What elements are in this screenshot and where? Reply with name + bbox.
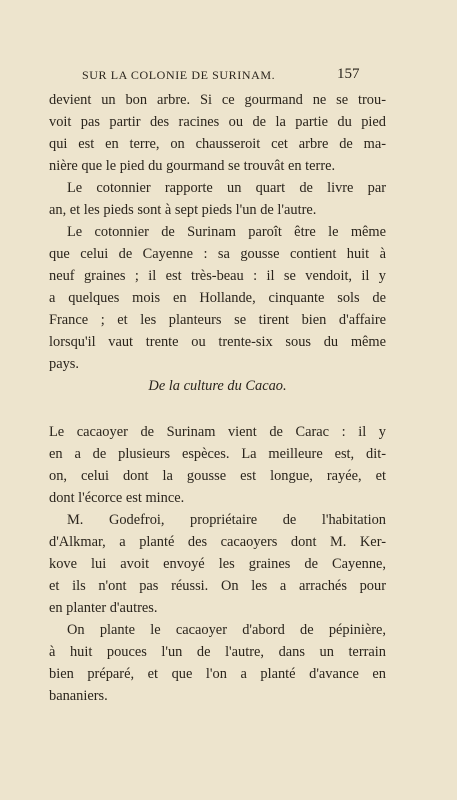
text-line: dont l'écorce est mince.: [49, 490, 185, 506]
text-line: on, celui dont la gousse est longue, rayée, et: [49, 468, 386, 484]
text-line: kove lui avoit envoyé les graines de Cayenne,: [49, 556, 386, 572]
paragraph-2: [49, 177, 386, 221]
paragraph-5: [49, 509, 386, 619]
text-line: Le cotonnier rapporte un quart de livre par: [67, 180, 386, 196]
text-line: d'Alkmar, a planté des cacaoyers dont M. Ker-: [49, 534, 386, 550]
main-text: [49, 89, 386, 707]
text-line: devient un bon arbre. Si ce gourmand ne se trou-: [49, 92, 386, 108]
text-line: bananiers.: [49, 688, 108, 704]
text-line: que celui de Cayenne : sa gousse contient huit à: [49, 246, 386, 262]
section-heading: De la culture du Cacao.: [148, 378, 287, 394]
text-line: qui est en terre, on chausseroit cet arbre de ma-: [49, 136, 386, 152]
text-line: lorsqu'il vaut trente ou trente-six sous du même: [49, 334, 386, 350]
text-line: a quelques mois en Hollande, cinquante sols de: [49, 290, 386, 306]
text-line: On plante le cacaoyer d'abord de pépinière,: [67, 622, 386, 638]
text-line: nière que le pied du gourmand se trouvât en terre.: [49, 158, 336, 174]
text-line: Le cotonnier de Surinam paroît être le même: [67, 224, 386, 240]
text-line: France ; et les planteurs se tirent bien d'affaire: [49, 312, 386, 328]
text-line: en planter d'autres.: [49, 600, 158, 616]
paragraph-1: [49, 89, 386, 177]
text-line: an, et les pieds sont à sept pieds l'un de l'autre.: [49, 202, 317, 218]
paragraph-3: [49, 221, 386, 375]
text-line: bien préparé, et que l'on a planté d'avance en: [49, 666, 386, 682]
text-line: pays.: [49, 356, 79, 372]
text-line: et ils n'ont pas réussi. On les a arrachés pour: [49, 578, 386, 594]
text-line: en a de plusieurs espèces. La meilleure est, dit-: [49, 446, 386, 462]
paragraph-6: [49, 619, 386, 707]
page-number: 157: [337, 66, 360, 82]
page-header: [0, 66, 457, 86]
text-line: M. Godefroi, propriétaire de l'habitation: [67, 512, 386, 528]
text-line: neuf graines ; il est très-beau : il se vendoit, il y: [49, 268, 386, 284]
running-head: SUR LA COLONIE DE SURINAM.: [82, 68, 276, 82]
text-line: voit pas partir des racines ou de la partie du pied: [49, 114, 386, 130]
text-line: Le cacaoyer de Surinam vient de Carac : il y: [49, 424, 386, 440]
text-line: à huit pouces l'un de l'autre, dans un terrain: [49, 644, 386, 660]
paragraph-4: [49, 421, 386, 509]
